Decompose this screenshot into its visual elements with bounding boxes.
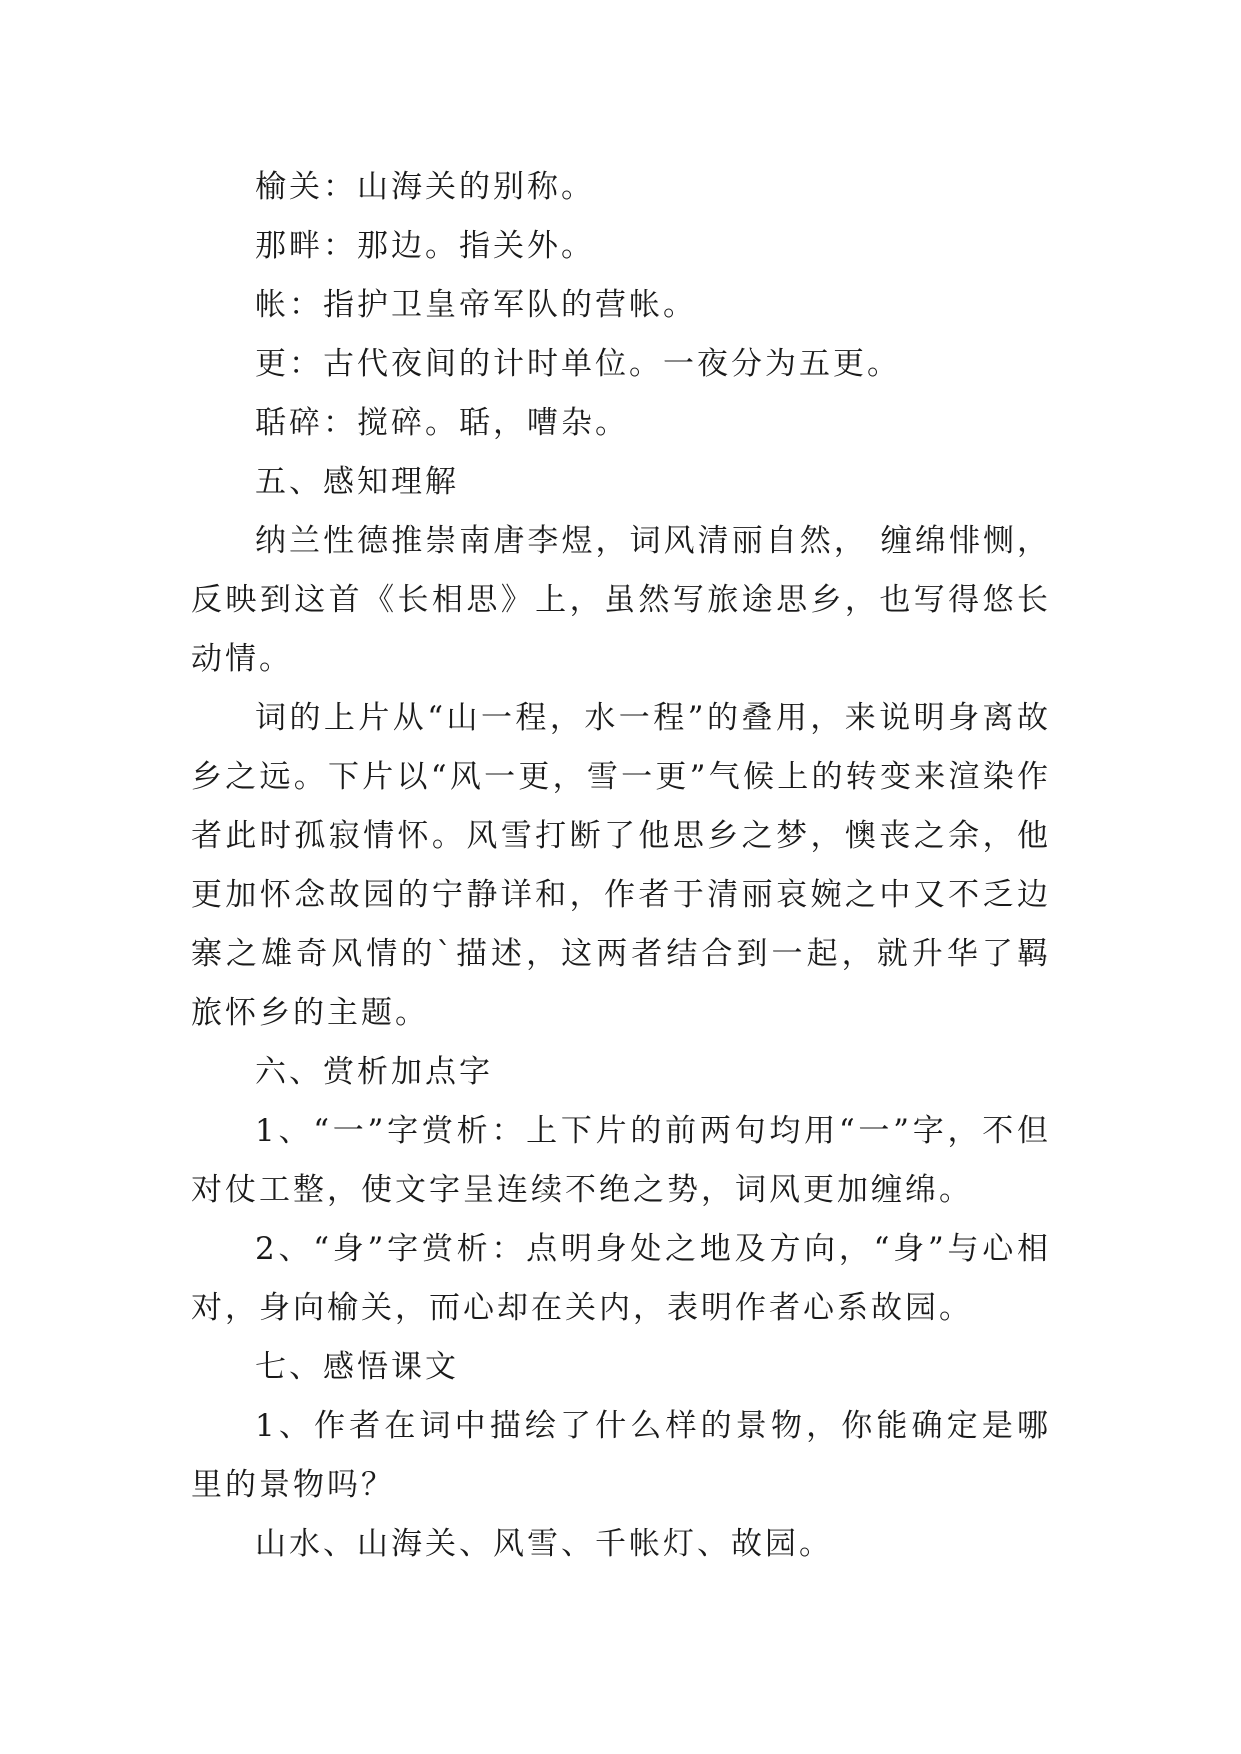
- analysis-item-2: 2、“身”字赏析：点明身处之地及方向，“身”与心相对，身向榆关，而心却在关内，表明作者心系故园。: [191, 1231, 1051, 1326]
- analysis-item-1: 1、“一”字赏析：上下片的前两句均用“一”字，不但对仗工整，使文字呈连续不绝之势，词风更加缠绵。: [191, 1113, 1051, 1208]
- gloss-yuguan: 榆关：山海关的别称。: [255, 169, 595, 205]
- document-body: [191, 158, 1051, 1574]
- gloss-geng: 更：古代夜间的计时单位。一夜分为五更。: [255, 346, 901, 382]
- answer-paragraph: 山水、山海关、风雪、千帐灯、故园。: [255, 1526, 833, 1562]
- gloss-guosui: 聒碎：搅碎。聒，嘈杂。: [255, 405, 629, 441]
- section-heading-7: 七、感悟课文: [255, 1349, 459, 1385]
- gloss-napan: 那畔：那边。指关外。: [255, 228, 595, 264]
- gloss-zhang: 帐：指护卫皇帝军队的营帐。: [255, 287, 697, 323]
- body-paragraph: 词的上片从“山一程，水一程”的叠用，来说明身离故乡之远。下片以“风一更，雪一更”气候上的转变来渲染作者此时孤寂情怀。风雪打断了他思乡之梦，懊丧之余，他更加怀念故园的宁静详和，作者于清丽哀婉之中又不乏边寨之雄奇风情的`描述，这两者结合到一起，就升华了羁旅怀乡的主题。: [191, 700, 1051, 1031]
- body-paragraph: 纳兰性德推崇南唐李煜，词风清丽自然， 缠绵悱恻，反映到这首《长相思》上，虽然写旅途思乡，也写得悠长动情。: [191, 523, 1051, 677]
- section-heading-5: 五、感知理解: [255, 464, 459, 500]
- section-heading-6: 六、赏析加点字: [255, 1054, 493, 1090]
- question-item-1: 1、作者在词中描绘了什么样的景物，你能确定是哪里的景物吗？: [191, 1408, 1051, 1503]
